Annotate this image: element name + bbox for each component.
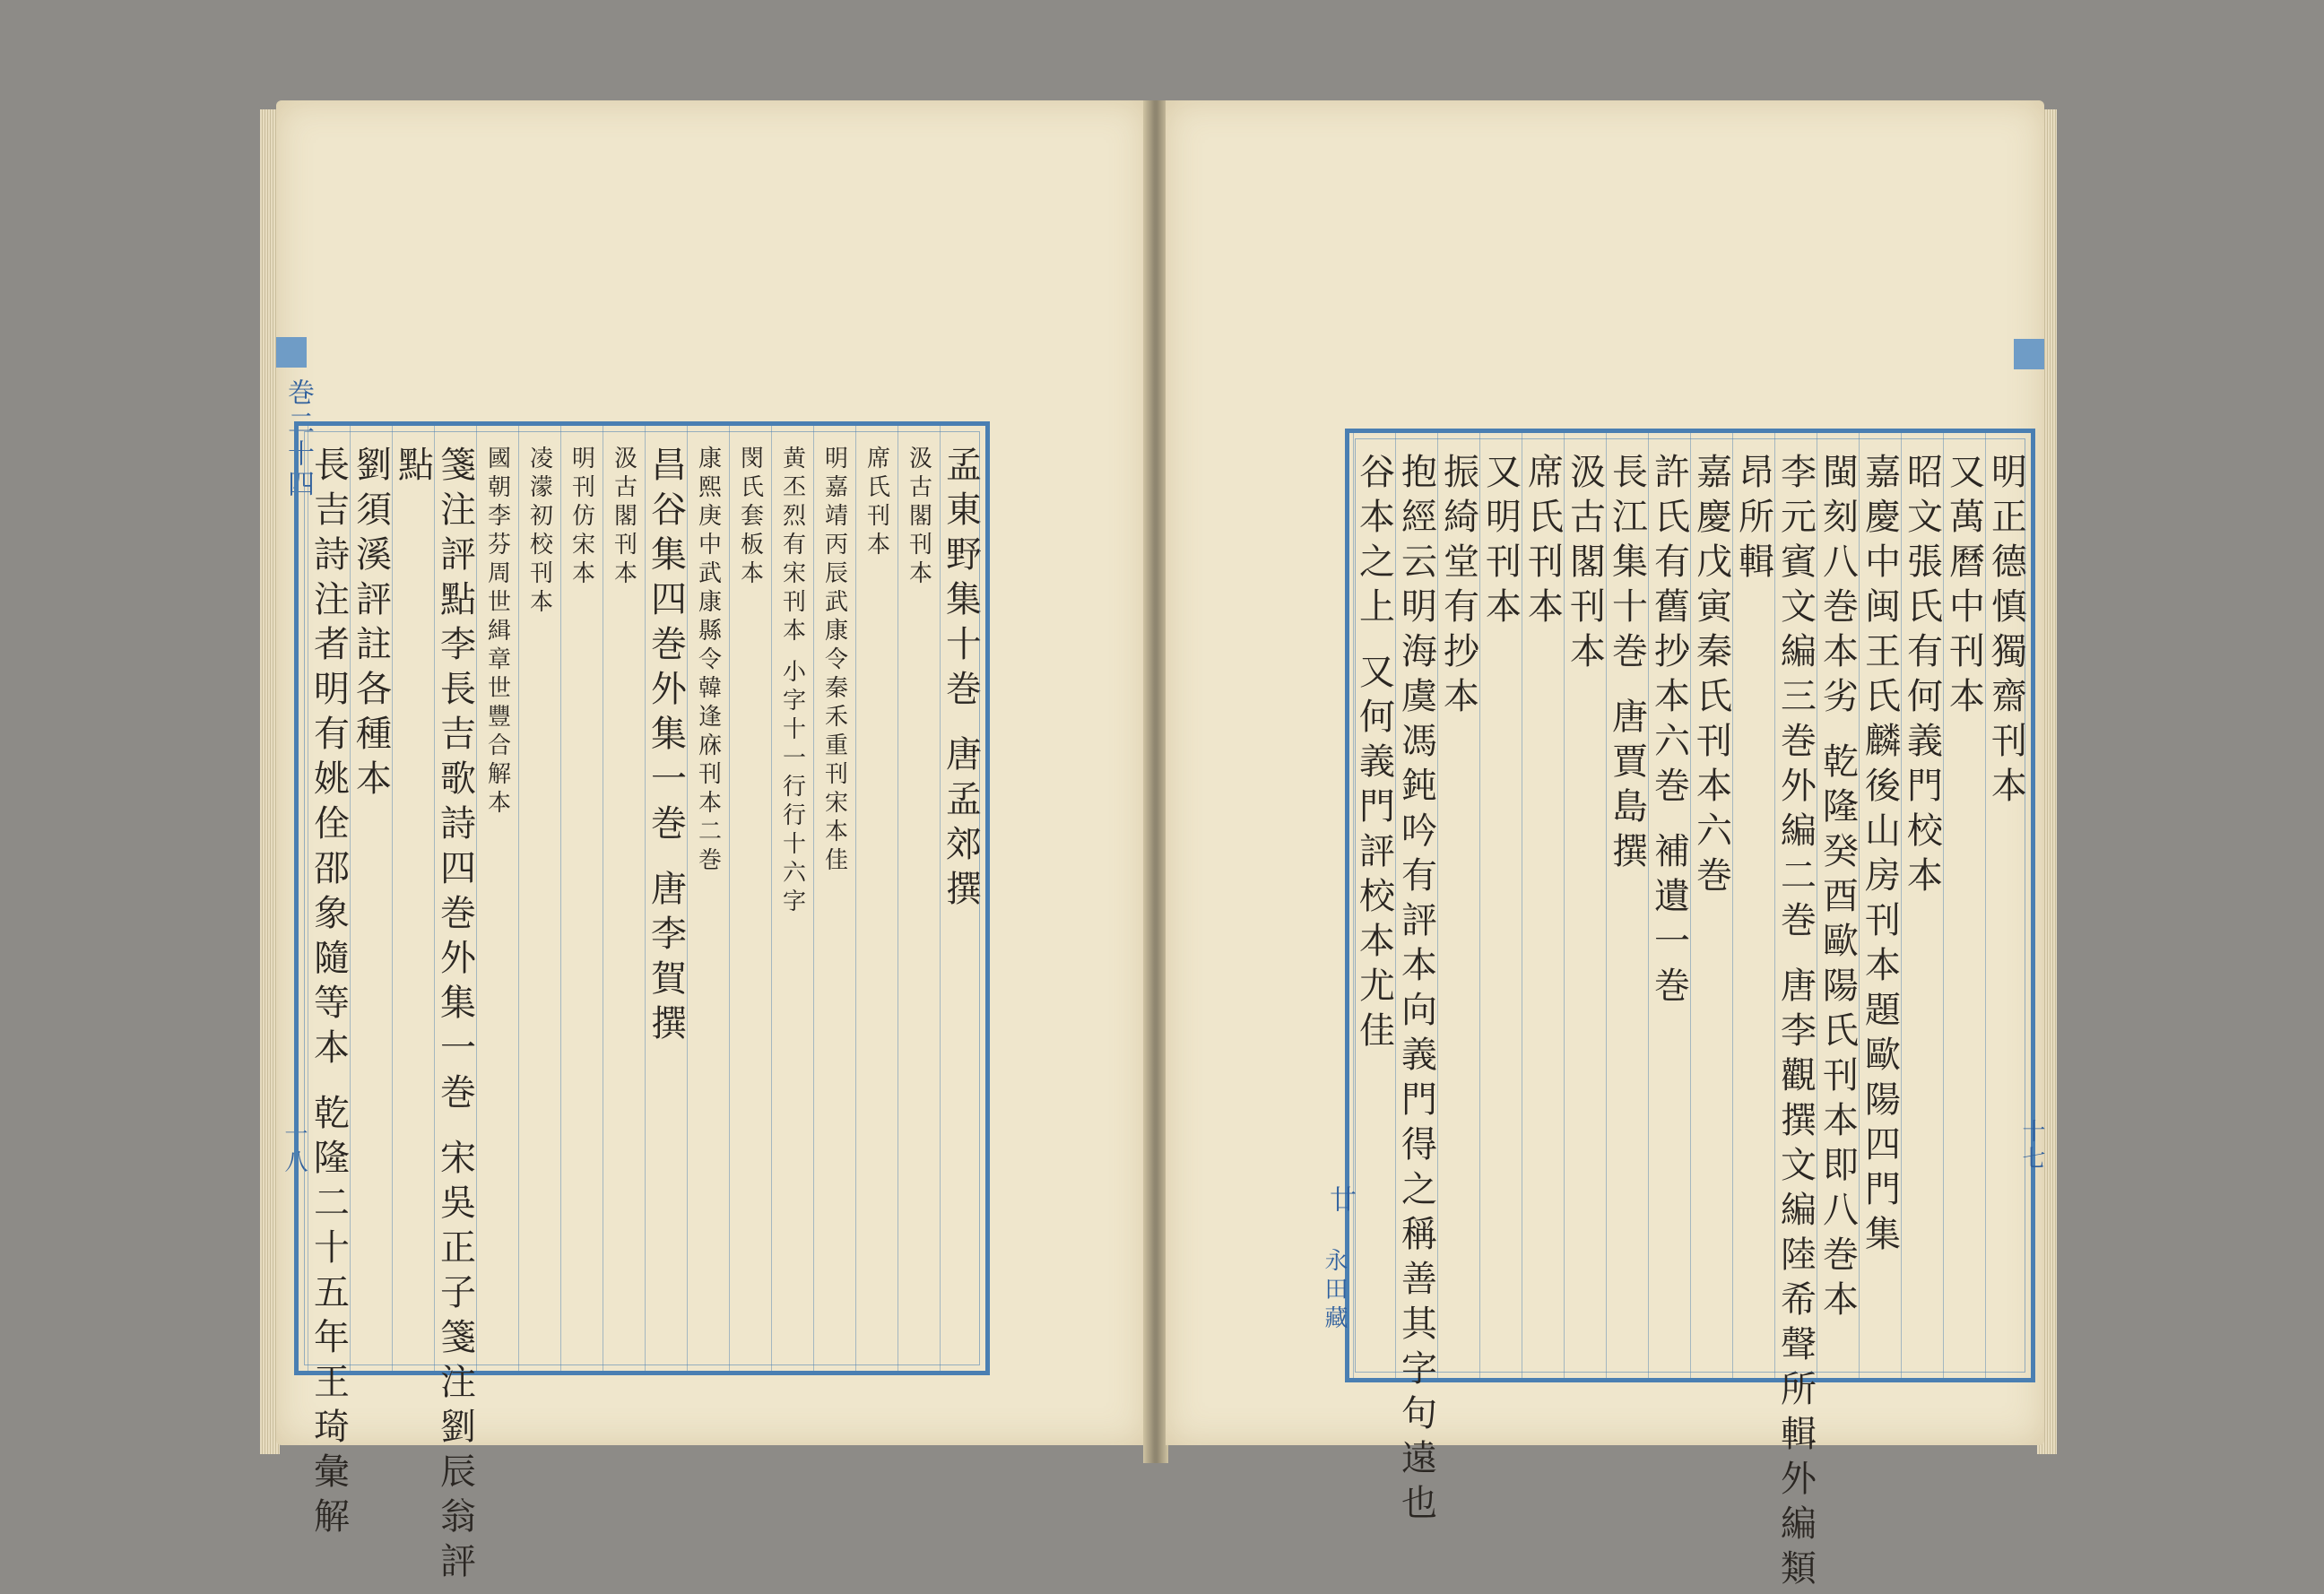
text-column: 長吉詩注者明有姚佺邵象隨等本 乾隆二十五年王琦彙解	[308, 446, 350, 1542]
text-column: 明刊仿宋本	[568, 446, 595, 589]
text-column: 又萬曆中刊本	[1943, 453, 1985, 722]
text-column: 昂所輯	[1732, 453, 1774, 587]
column-rule	[1774, 433, 1775, 1378]
left-fold-tab	[276, 337, 307, 368]
text-column: 汲古閣刊本	[610, 446, 637, 589]
column-rule	[1648, 433, 1649, 1378]
text-column: 許氏有舊抄本六巻 補遺一巻	[1648, 453, 1690, 1011]
text-column: 點	[392, 446, 434, 490]
column-rule	[1479, 433, 1480, 1378]
text-column: 長江集十巻 唐賈島撰	[1606, 453, 1648, 877]
text-column: 黄丕烈有宋刊本 小字十一行行十六字	[778, 446, 806, 918]
column-rule	[518, 426, 519, 1371]
column-rule	[1690, 433, 1691, 1378]
right-text-frame	[1345, 429, 2035, 1594]
column-rule	[560, 426, 561, 1371]
right-fold-page-number: 十七	[2018, 1119, 2045, 1173]
column-rule	[645, 426, 646, 1371]
text-column: 箋注評點李長吉歌詩四巻外集一巻 宋吳正子箋注劉辰翁評	[434, 446, 476, 1587]
text-column: 谷本之上 又何義門評校本尤佳	[1353, 453, 1395, 1056]
column-rule	[1859, 433, 1860, 1378]
text-column: 閔氏套板本	[736, 446, 764, 589]
column-rule	[1437, 433, 1438, 1378]
text-column: 汲古閣刊本	[905, 446, 932, 589]
column-rule	[350, 426, 351, 1371]
text-column: 振綺堂有抄本	[1437, 453, 1479, 722]
column-rule	[1985, 433, 1986, 1378]
text-column: 閩刻八巻本劣 乾隆癸酉歐陽氏刊本即八巻本	[1817, 453, 1859, 1325]
text-column: 又明刊本	[1479, 453, 1522, 632]
column-rule	[855, 426, 856, 1371]
left-fold-label: 巻二十四	[282, 378, 314, 500]
left-page	[276, 100, 1146, 1587]
text-column: 席氏刊本	[1522, 453, 1564, 632]
text-column: 明嘉靖丙辰武康令秦禾重刊宋本佳	[820, 446, 848, 876]
column-rule	[813, 426, 814, 1371]
column-rule	[392, 426, 393, 1371]
text-column: 明正德慎獨齋刊本	[1985, 453, 2027, 811]
text-column: 席氏刊本	[863, 446, 890, 560]
text-column: 李元賓文編三巻外編二巻 唐李觀撰文編陸希聲所輯外編類	[1774, 453, 1817, 1594]
text-column: 劉須溪評註各種本	[350, 446, 392, 804]
column-rule	[476, 426, 477, 1371]
column-rule	[1901, 433, 1902, 1378]
column-rule	[1943, 433, 1944, 1378]
column-rule	[687, 426, 688, 1371]
text-column: 昌谷集四巻外集一巻 唐李賀撰	[645, 446, 687, 1049]
right-page	[1166, 100, 2045, 1594]
column-rule	[1564, 433, 1565, 1378]
column-rule	[1606, 433, 1607, 1378]
left-text-frame	[294, 421, 990, 1587]
column-rule	[1732, 433, 1733, 1378]
text-column: 昭文張氏有何義門校本	[1901, 453, 1943, 901]
text-column: 凌濛初校刊本	[525, 446, 553, 618]
right-fold-tab	[2014, 339, 2044, 369]
column-rule	[434, 426, 435, 1371]
right-page-owner-seal: 永田藏	[1321, 1248, 1348, 1334]
book-gutter	[1143, 100, 1168, 1463]
column-rule	[729, 426, 730, 1371]
text-column: 康熙庚中武康縣令韓逢庥刊本二巻	[694, 446, 722, 876]
text-column: 孟東野集十巻 唐孟郊撰	[940, 446, 982, 914]
text-column: 嘉慶中闽王氏麟後山房刊本題歐陽四門集	[1859, 453, 1901, 1260]
text-column: 抱經云明海虞馮鈍吟有評本向義門得之稱善其字句遠也	[1395, 453, 1437, 1529]
column-rule	[1395, 433, 1396, 1378]
column-rule	[940, 426, 941, 1371]
column-rule	[771, 426, 772, 1371]
open-book	[260, 100, 2050, 1594]
text-column: 國朝李芬周世緝章世豐合解本	[483, 446, 511, 819]
text-column: 汲古閣刊本	[1564, 453, 1606, 677]
left-fold-page-number: 十八	[281, 1122, 308, 1176]
text-column: 嘉慶戊寅秦氏刊本六巻	[1690, 453, 1732, 901]
right-page-seal-number: 廿	[1324, 1185, 1356, 1217]
